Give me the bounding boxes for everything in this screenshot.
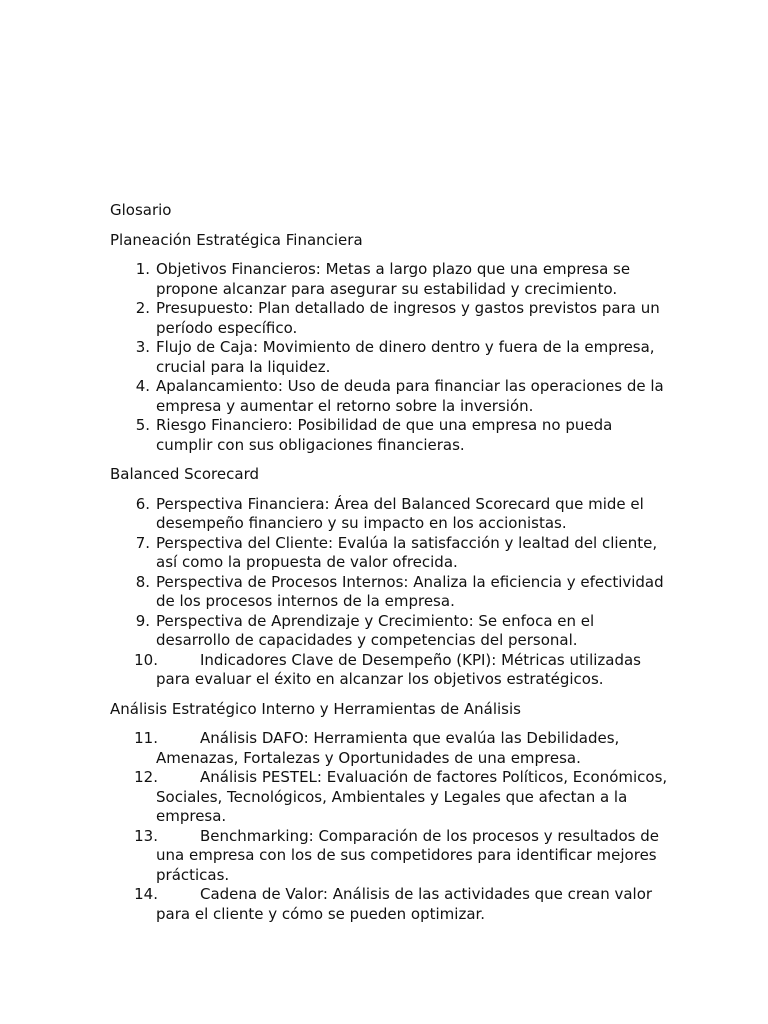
item-number: 7. (135, 533, 150, 552)
list-item (110, 768, 670, 827)
item-text: Flujo de Caja: Movimiento de dinero dentro y fuera de la empresa, crucial para la liquidez. (156, 338, 655, 376)
section-heading-analisis-estrategico: Análisis Estratégico Interno y Herramientas de Análisis (110, 699, 521, 718)
list-item (110, 377, 670, 416)
document-page (110, 201, 670, 934)
item-text: Perspectiva de Procesos Internos: Analiza la eficiencia y efectividad de los procesos internos de la empresa. (156, 572, 664, 610)
item-number: 9. (135, 611, 150, 630)
list-item (110, 573, 670, 612)
list-item (110, 260, 670, 299)
item-text: Cadena de Valor: Análisis de las actividades que crean valor para el cliente y cómo se pueden optimizar. (156, 885, 653, 923)
glossary-list-planeacion (110, 260, 670, 455)
item-number: 13. (134, 826, 158, 845)
document-title: Glosario (110, 201, 172, 219)
item-text: Presupuesto: Plan detallado de ingresos y gastos previstos para un período específico. (156, 299, 660, 337)
section-heading-planeacion: Planeación Estratégica Financiera (110, 230, 363, 249)
item-text: Análisis PESTEL: Evaluación de factores Políticos, Económicos, Sociales, Tecnológicos, Ambientales y Legales que afectan a la empresa. (156, 768, 668, 825)
item-text: Benchmarking: Comparación de los procesos y resultados de una empresa con los de sus competidores para identificar mejores prácticas. (156, 826, 659, 884)
glossary-list-analisis-estrategico (110, 729, 670, 924)
section-heading-balanced-scorecard: Balanced Scorecard (110, 465, 259, 483)
item-number: 14. (134, 885, 158, 903)
list-item (110, 416, 670, 455)
item-text: Perspectiva de Aprendizaje y Crecimiento: Se enfoca en el desarrollo de capacidades y competencias del personal. (156, 611, 595, 649)
item-text: Análisis DAFO: Herramienta que evalúa las Debilidades, Amenazas, Fortalezas y Oportunidades de una empresa. (156, 729, 620, 767)
item-number: 2. (135, 299, 150, 317)
list-item (110, 885, 670, 924)
item-number: 8. (135, 572, 150, 591)
item-number: 3. (135, 338, 150, 356)
item-number: 12. (134, 768, 158, 786)
item-text: Riesgo Financiero: Posibilidad de que una empresa no pueda cumplir con sus obligaciones financieras. (156, 416, 613, 454)
item-number: 1. (135, 260, 150, 278)
list-item (110, 651, 670, 690)
list-item (110, 612, 670, 651)
item-text: Apalancamiento: Uso de deuda para financiar las operaciones de la empresa y aumentar el retorno sobre la inversión. (156, 377, 664, 415)
list-item (110, 827, 670, 886)
item-number: 6. (135, 494, 150, 513)
list-item (110, 338, 670, 377)
list-item (110, 534, 670, 573)
item-number: 10. (134, 650, 158, 669)
item-text: Perspectiva del Cliente: Evalúa la satisfacción y lealtad del cliente, así como la propuesta de valor ofrecida. (156, 533, 658, 571)
list-item (110, 299, 670, 338)
list-item (110, 495, 670, 534)
item-text: Indicadores Clave de Desempeño (KPI): Métricas utilizadas para evaluar el éxito en alcanzar los objetivos estratégicos. (156, 650, 641, 688)
item-text: Perspectiva Financiera: Área del Balanced Scorecard que mide el desempeño financiero y su impacto en los accionistas. (156, 494, 644, 532)
list-item (110, 729, 670, 768)
item-number: 11. (134, 729, 158, 747)
item-number: 4. (135, 377, 150, 395)
item-text: Objetivos Financieros: Metas a largo plazo que una empresa se propone alcanzar para asegurar su estabilidad y crecimiento. (156, 260, 631, 298)
item-number: 5. (135, 416, 150, 434)
glossary-list-balanced-scorecard (110, 495, 670, 690)
